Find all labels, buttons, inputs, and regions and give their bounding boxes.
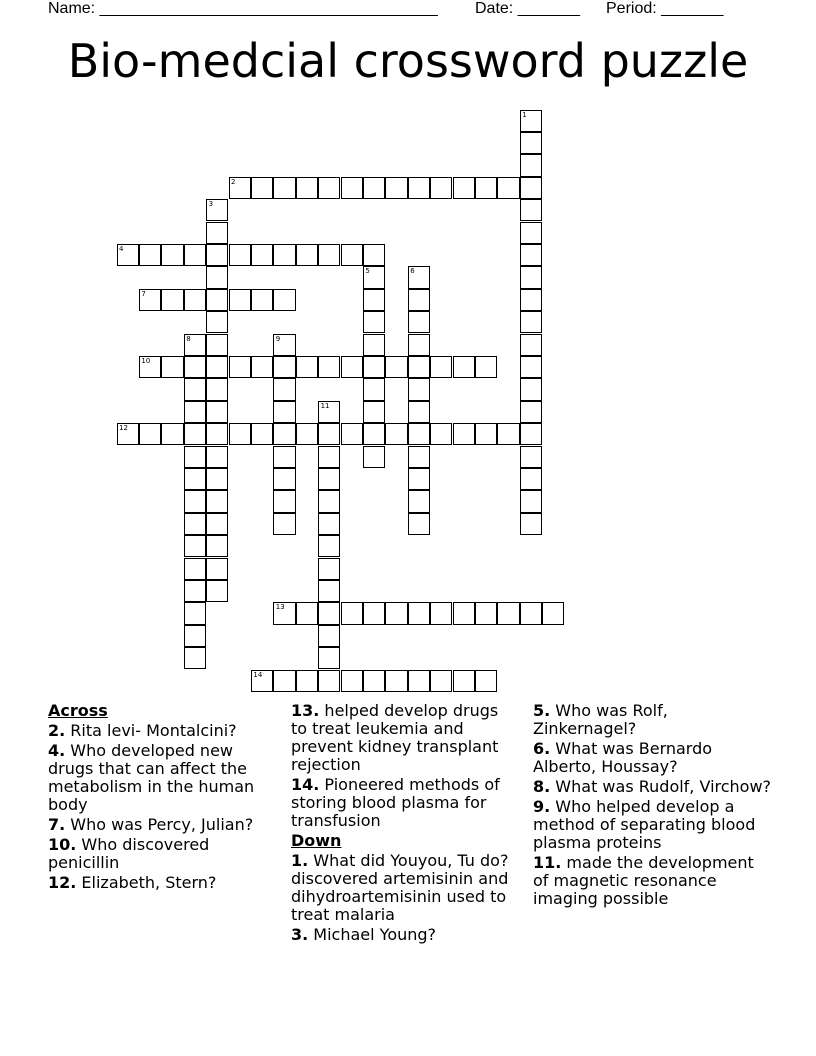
- grid-cell[interactable]: [273, 289, 295, 311]
- grid-cell[interactable]: [139, 289, 161, 311]
- grid-cell[interactable]: [273, 446, 295, 468]
- grid-cell[interactable]: [296, 356, 318, 378]
- clue-number: 11.: [533, 853, 562, 872]
- grid-cell[interactable]: [341, 356, 363, 378]
- grid-cell[interactable]: [184, 513, 206, 535]
- grid-cell[interactable]: [273, 602, 295, 624]
- grid-cell[interactable]: [408, 289, 430, 311]
- grid-cell[interactable]: [184, 535, 206, 557]
- clue-item: [48, 836, 273, 872]
- clue-text: Who was Percy, Julian?: [65, 815, 254, 834]
- grid-cell[interactable]: [520, 356, 542, 378]
- grid-cell[interactable]: [273, 423, 295, 445]
- grid-cell[interactable]: [184, 356, 206, 378]
- clue-number: 12.: [48, 873, 77, 892]
- grid-cell[interactable]: [520, 199, 542, 221]
- grid-cell[interactable]: [520, 446, 542, 468]
- grid-cell[interactable]: [520, 602, 542, 624]
- grid-cell[interactable]: [296, 177, 318, 199]
- grid-cell[interactable]: [184, 289, 206, 311]
- grid-cell[interactable]: [363, 334, 385, 356]
- clue-text: What did Youyou, Tu do? discovered artemisinin and dihydroartemisinin used to treat malaria: [291, 851, 509, 924]
- grid-cell[interactable]: [206, 580, 228, 602]
- clue-item: [291, 776, 519, 830]
- grid-cell[interactable]: [206, 558, 228, 580]
- grid-cell[interactable]: [139, 423, 161, 445]
- grid-cell[interactable]: [385, 177, 407, 199]
- grid-cell[interactable]: [341, 244, 363, 266]
- clue-number: 6.: [533, 739, 551, 758]
- grid-cell[interactable]: [385, 602, 407, 624]
- grid-cell[interactable]: [184, 244, 206, 266]
- grid-cell[interactable]: [520, 334, 542, 356]
- grid-cell[interactable]: [273, 356, 295, 378]
- grid-cell[interactable]: [206, 423, 228, 445]
- clue-number-label: 5: [365, 267, 370, 276]
- clue-item: [48, 816, 273, 834]
- grid-cell[interactable]: [184, 580, 206, 602]
- period-field[interactable]: Period: _______: [606, 0, 724, 17]
- clue-item: [533, 854, 773, 908]
- grid-cell[interactable]: [184, 401, 206, 423]
- clue-number: 4.: [48, 741, 66, 760]
- clue-number-label: 1: [522, 110, 527, 119]
- grid-cell[interactable]: [475, 602, 497, 624]
- grid-cell[interactable]: [251, 289, 273, 311]
- clue-number-label: 2: [231, 177, 236, 186]
- grid-cell[interactable]: [408, 334, 430, 356]
- clue-item: [533, 702, 773, 738]
- grid-cell[interactable]: [341, 177, 363, 199]
- grid-cell[interactable]: [408, 311, 430, 333]
- grid-cell[interactable]: [318, 423, 340, 445]
- grid-cell[interactable]: [206, 356, 228, 378]
- clue-item: [291, 852, 519, 924]
- grid-cell[interactable]: [206, 334, 228, 356]
- grid-cell[interactable]: [184, 423, 206, 445]
- grid-cell[interactable]: [273, 334, 295, 356]
- grid-cell[interactable]: [318, 468, 340, 490]
- clue-text: Who discovered penicillin: [48, 835, 210, 872]
- grid-cell[interactable]: [520, 289, 542, 311]
- grid-cell[interactable]: [341, 423, 363, 445]
- grid-cell[interactable]: [318, 446, 340, 468]
- name-field[interactable]: Name: ______________________________________: [48, 0, 438, 17]
- grid-cell[interactable]: [408, 602, 430, 624]
- grid-cell[interactable]: [408, 177, 430, 199]
- grid-cell[interactable]: [206, 513, 228, 535]
- grid-cell[interactable]: [363, 356, 385, 378]
- grid-cell[interactable]: [520, 266, 542, 288]
- grid-cell[interactable]: [296, 423, 318, 445]
- clue-number: 14.: [291, 775, 320, 794]
- grid-cell[interactable]: [273, 401, 295, 423]
- grid-cell[interactable]: [184, 602, 206, 624]
- grid-cell[interactable]: [318, 356, 340, 378]
- grid-cell[interactable]: [497, 423, 519, 445]
- grid-cell[interactable]: [318, 490, 340, 512]
- grid-cell[interactable]: [229, 177, 251, 199]
- grid-cell[interactable]: [408, 446, 430, 468]
- grid-cell[interactable]: [206, 199, 228, 221]
- clue-item: [533, 778, 773, 796]
- grid-cell[interactable]: [385, 423, 407, 445]
- grid-cell[interactable]: [184, 647, 206, 669]
- clue-text: Rita levi- Montalcini?: [65, 721, 237, 740]
- clue-number: 1.: [291, 851, 309, 870]
- grid-cell[interactable]: [430, 602, 452, 624]
- grid-cell[interactable]: [363, 446, 385, 468]
- grid-cell[interactable]: [408, 378, 430, 400]
- grid-cell[interactable]: [520, 177, 542, 199]
- grid-cell[interactable]: [161, 356, 183, 378]
- clue-item: [48, 742, 273, 814]
- grid-cell[interactable]: [206, 401, 228, 423]
- grid-cell[interactable]: [161, 289, 183, 311]
- clue-number-label: 9: [275, 334, 281, 343]
- clue-text: Elizabeth, Stern?: [76, 873, 217, 892]
- grid-cell[interactable]: [273, 244, 295, 266]
- clue-text: Who developed new drugs that can affect the metabolism in the human body: [48, 741, 255, 814]
- clues-column-2: [291, 702, 519, 946]
- grid-cell[interactable]: [430, 356, 452, 378]
- down-clue-list-continued: [533, 702, 773, 908]
- across-heading: Across: [48, 701, 108, 720]
- clue-number-label: 6: [410, 267, 415, 276]
- grid-cell[interactable]: [341, 670, 363, 692]
- grid-cell[interactable]: [363, 266, 385, 288]
- grid-cell[interactable]: [206, 446, 228, 468]
- grid-cell[interactable]: [475, 670, 497, 692]
- clue-number-label: 4: [119, 244, 124, 253]
- grid-cell[interactable]: [139, 244, 161, 266]
- grid-cell[interactable]: [363, 311, 385, 333]
- grid-cell[interactable]: [206, 244, 228, 266]
- grid-cell[interactable]: [318, 244, 340, 266]
- grid-cell[interactable]: [475, 356, 497, 378]
- grid-cell[interactable]: [408, 490, 430, 512]
- grid-cell[interactable]: [363, 244, 385, 266]
- grid-cell[interactable]: [520, 468, 542, 490]
- clue-number: 7.: [48, 815, 66, 834]
- grid-cell[interactable]: [363, 602, 385, 624]
- grid-cell[interactable]: [273, 670, 295, 692]
- grid-cell[interactable]: [206, 468, 228, 490]
- grid-cell[interactable]: [251, 356, 273, 378]
- clue-number-label: 10: [141, 356, 151, 365]
- clue-text: What was Bernardo Alberto, Houssay?: [533, 739, 713, 776]
- grid-cell[interactable]: [117, 244, 139, 266]
- grid-cell[interactable]: [273, 468, 295, 490]
- clue-text: Michael Young?: [308, 925, 437, 944]
- grid-cell[interactable]: [184, 625, 206, 647]
- clue-number-label: 11: [320, 401, 330, 410]
- across-clue-list: [48, 722, 273, 892]
- clue-number: 8.: [533, 777, 551, 796]
- grid-cell[interactable]: [363, 177, 385, 199]
- clue-item: [48, 874, 273, 892]
- grid-cell[interactable]: [520, 244, 542, 266]
- grid-cell[interactable]: [497, 602, 519, 624]
- grid-cell[interactable]: [117, 423, 139, 445]
- clue-text: helped develop drugs to treat leukemia and prevent kidney transplant rejection: [291, 701, 499, 774]
- grid-cell[interactable]: [139, 356, 161, 378]
- grid-cell[interactable]: [520, 154, 542, 176]
- grid-cell[interactable]: [385, 670, 407, 692]
- grid-cell[interactable]: [453, 423, 475, 445]
- grid-cell[interactable]: [318, 602, 340, 624]
- clue-item: [291, 926, 519, 944]
- grid-cell[interactable]: [296, 602, 318, 624]
- clue-number: 9.: [533, 797, 551, 816]
- grid-cell[interactable]: [520, 423, 542, 445]
- grid-cell[interactable]: [408, 513, 430, 535]
- grid-cell[interactable]: [206, 289, 228, 311]
- grid-cell[interactable]: [184, 490, 206, 512]
- grid-cell[interactable]: [318, 513, 340, 535]
- grid-cell[interactable]: [408, 468, 430, 490]
- grid-cell[interactable]: [363, 670, 385, 692]
- grid-cell[interactable]: [363, 289, 385, 311]
- grid-cell[interactable]: [273, 513, 295, 535]
- grid-cell[interactable]: [520, 378, 542, 400]
- clues-column-1: [48, 702, 273, 894]
- grid-cell[interactable]: [453, 356, 475, 378]
- grid-cell[interactable]: [520, 132, 542, 154]
- grid-cell[interactable]: [206, 378, 228, 400]
- grid-cell[interactable]: [318, 558, 340, 580]
- clue-item: [533, 798, 773, 852]
- grid-cell[interactable]: [363, 401, 385, 423]
- down-clue-list: [291, 852, 519, 944]
- grid-cell[interactable]: [229, 423, 251, 445]
- clue-number: 5.: [533, 701, 551, 720]
- clue-number: 3.: [291, 925, 309, 944]
- grid-cell[interactable]: [363, 378, 385, 400]
- grid-cell[interactable]: [184, 468, 206, 490]
- grid-cell[interactable]: [273, 378, 295, 400]
- grid-cell[interactable]: [318, 535, 340, 557]
- grid-cell[interactable]: [251, 177, 273, 199]
- grid-cell[interactable]: [385, 356, 407, 378]
- clue-number: 10.: [48, 835, 77, 854]
- grid-cell[interactable]: [296, 244, 318, 266]
- clue-text: Who was Rolf, Zinkernagel?: [533, 701, 668, 738]
- clue-number-label: 8: [186, 334, 191, 343]
- grid-cell[interactable]: [184, 378, 206, 400]
- grid-cell[interactable]: [542, 602, 564, 624]
- date-field[interactable]: Date: _______: [475, 0, 580, 17]
- grid-cell[interactable]: [520, 490, 542, 512]
- grid-cell[interactable]: [318, 401, 340, 423]
- grid-cell[interactable]: [408, 670, 430, 692]
- clue-text: What was Rudolf, Virchow?: [550, 777, 772, 796]
- grid-cell[interactable]: [273, 490, 295, 512]
- grid-cell[interactable]: [408, 401, 430, 423]
- clue-text: made the development of magnetic resonance imaging possible: [533, 853, 754, 908]
- grid-cell[interactable]: [296, 670, 318, 692]
- grid-cell[interactable]: [229, 289, 251, 311]
- across-clue-list-continued: [291, 702, 519, 830]
- clue-number: 13.: [291, 701, 320, 720]
- clue-item: [291, 702, 519, 774]
- clues-column-3: [533, 702, 773, 910]
- grid-cell[interactable]: [229, 356, 251, 378]
- grid-cell[interactable]: [430, 177, 452, 199]
- grid-cell[interactable]: [341, 602, 363, 624]
- grid-cell[interactable]: [161, 244, 183, 266]
- clue-item: [48, 722, 273, 740]
- grid-cell[interactable]: [206, 222, 228, 244]
- grid-cell[interactable]: [497, 177, 519, 199]
- grid-cell[interactable]: [318, 625, 340, 647]
- grid-cell[interactable]: [251, 423, 273, 445]
- grid-cell[interactable]: [273, 177, 295, 199]
- grid-cell[interactable]: [251, 244, 273, 266]
- grid-cell[interactable]: [520, 222, 542, 244]
- grid-cell[interactable]: [520, 401, 542, 423]
- page-title: Bio-medcial crossword puzzle: [67, 34, 749, 88]
- clue-text: Who helped develop a method of separating blood plasma proteins: [533, 797, 756, 852]
- grid-cell[interactable]: [318, 670, 340, 692]
- grid-cell[interactable]: [520, 110, 542, 132]
- grid-cell[interactable]: [206, 490, 228, 512]
- grid-cell[interactable]: [520, 513, 542, 535]
- grid-cell[interactable]: [408, 423, 430, 445]
- grid-cell[interactable]: [251, 670, 273, 692]
- grid-cell[interactable]: [318, 647, 340, 669]
- grid-cell[interactable]: [206, 311, 228, 333]
- grid-cell[interactable]: [453, 602, 475, 624]
- grid-cell[interactable]: [184, 558, 206, 580]
- grid-cell[interactable]: [520, 311, 542, 333]
- grid-cell[interactable]: [184, 334, 206, 356]
- grid-cell[interactable]: [161, 423, 183, 445]
- grid-cell[interactable]: [318, 580, 340, 602]
- grid-cell[interactable]: [453, 177, 475, 199]
- grid-cell[interactable]: [475, 423, 497, 445]
- grid-cell[interactable]: [430, 670, 452, 692]
- grid-cell[interactable]: [206, 535, 228, 557]
- clue-number-label: 14: [253, 670, 263, 679]
- grid-cell[interactable]: [475, 177, 497, 199]
- clue-text: Pioneered methods of storing blood plasma for transfusion: [291, 775, 500, 830]
- clue-number-label: 13: [275, 603, 285, 612]
- down-heading: Down: [291, 831, 342, 850]
- grid-cell[interactable]: [363, 423, 385, 445]
- grid-cell[interactable]: [430, 423, 452, 445]
- clue-number-label: 3: [208, 200, 214, 209]
- grid-cell[interactable]: [408, 356, 430, 378]
- clue-number: 2.: [48, 721, 66, 740]
- clue-number-label: 12: [119, 424, 128, 433]
- grid-cell[interactable]: [453, 670, 475, 692]
- clue-item: [533, 740, 773, 776]
- grid-cell[interactable]: [229, 244, 251, 266]
- grid-cell[interactable]: [318, 177, 340, 199]
- grid-cell[interactable]: [408, 266, 430, 288]
- grid-cell[interactable]: [184, 446, 206, 468]
- grid-cell[interactable]: [206, 266, 228, 288]
- clue-number-label: 7: [141, 289, 146, 298]
